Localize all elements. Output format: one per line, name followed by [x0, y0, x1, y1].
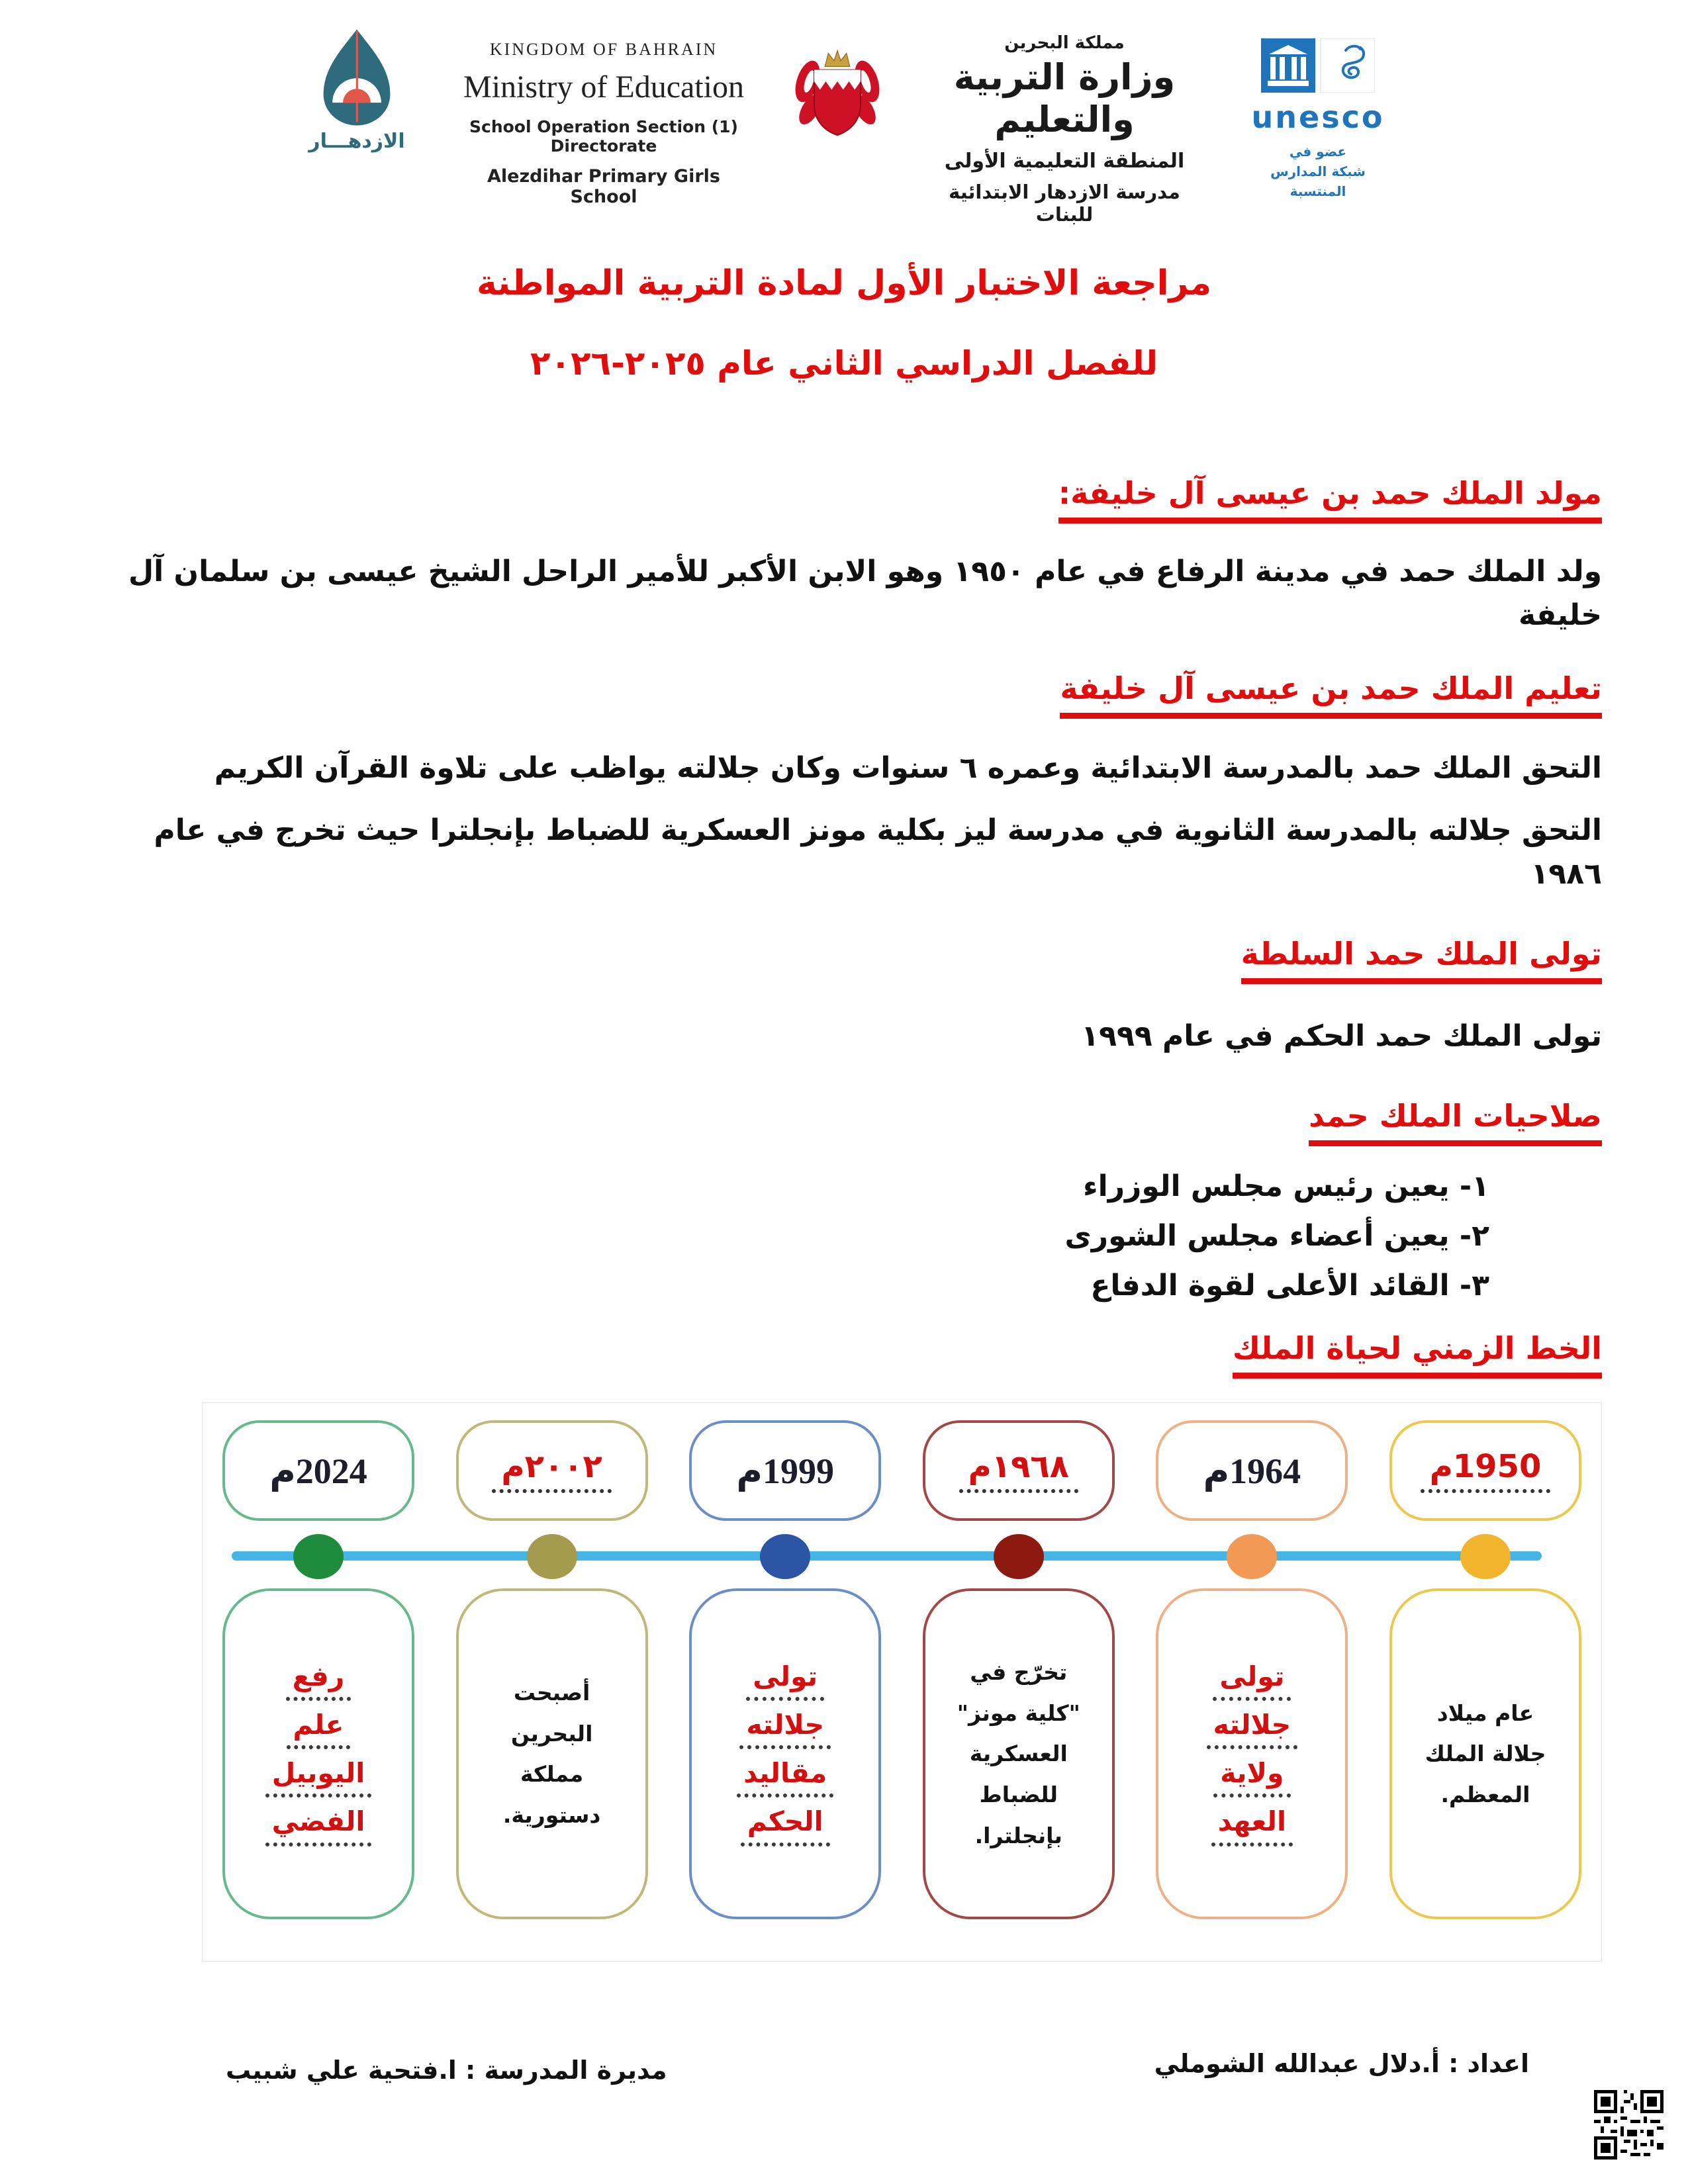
timeline-axis	[222, 1525, 1581, 1586]
ministry-arabic-block	[925, 28, 1203, 226]
school-name-en: Alezdihar Primary Girls School	[487, 166, 720, 207]
timeline-year-box-1950-answer: 1950م	[1389, 1420, 1581, 1521]
accession-paragraph: تولى الملك حمد الحكم في عام ١٩٩٩	[1081, 1019, 1602, 1053]
bahrain-emblem	[788, 28, 887, 154]
timeline-desc-crown-prince-answer: تولى جلالته ولاية العهد	[1156, 1588, 1348, 1919]
unesco-caption: عضو في شبكة المدارس المنتسبة	[1270, 144, 1366, 199]
education-paragraph-2: التحق جلالته بالمدرسة الثانوية في مدرسة ليز بكلية مونز العسكرية للضباط بإنجلترا حيث تخرج في عام ١٩٨٦	[154, 813, 1602, 891]
ministry-line: Ministry of Education	[463, 69, 744, 105]
birth-paragraph: ولد الملك حمد في مدينة الرفاع في عام ١٩٥٠ وهو الابن الأكبر للأمير الراحل الشيخ عيسى بن سلمان آل خليفة	[128, 555, 1602, 632]
timeline-dot-1964	[1227, 1534, 1277, 1579]
kingdom-line: KINGDOM OF BAHRAIN	[489, 40, 718, 59]
powers-list-item-2: ٢- يعين أعضاء مجلس الشورى	[1064, 1218, 1489, 1253]
section-heading-education: تعليم الملك حمد بن عيسى آل خليفة	[1060, 670, 1602, 719]
powers-list-item-3: ٣- القائد الأعلى لقوة الدفاع	[1090, 1268, 1489, 1302]
ministry-text-block	[458, 28, 749, 207]
unesco-wordmark: unesco	[1251, 99, 1385, 135]
timeline-desc-silver-jubilee-answer: رفع علم اليوبيل الفضي	[222, 1588, 414, 1919]
timeline-desc-constitutional-kingdom: أصبحت البحرين مملكة دستورية.	[456, 1588, 648, 1919]
timeline-description-row	[222, 1588, 1581, 1919]
timeline-dot-2024	[293, 1534, 344, 1579]
school-name-ar: مدرسة الازدهار الابتدائية للبنات	[949, 181, 1180, 226]
ministry-line-ar: وزارة التربية والتعليم	[953, 56, 1176, 140]
timeline-year-box-2002-answer: ٢٠٠٢م	[456, 1420, 648, 1521]
district-line-ar: المنطقة التعليمية الأولى	[944, 150, 1185, 173]
timeline-year-box-2024: 2024م	[222, 1420, 414, 1521]
timeline-year-box-1964: 1964م	[1156, 1420, 1348, 1521]
section-heading-birth: مولد الملك حمد بن عيسى آل خليفة:	[1058, 475, 1602, 523]
timeline-year-row	[222, 1420, 1581, 1521]
timeline-panel	[202, 1402, 1602, 1962]
section-heading-accession: تولى الملك حمد السلطة	[1241, 936, 1602, 984]
powers-list-item-1: ١- يعين رئيس مجلس الوزراء	[1083, 1169, 1489, 1203]
document-title	[0, 263, 1688, 383]
bahrain-coat-of-arms-icon	[788, 141, 887, 154]
timeline-dot-1968	[994, 1534, 1044, 1579]
timeline-desc-mons-graduation: تخرّج في "كلية مونز" العسكرية للضباط بإنجلترا.	[923, 1588, 1115, 1919]
qr-code	[1594, 2090, 1664, 2162]
footer-prepared-by: اعداد : أ.دلال عبدالله الشوملي	[1154, 2049, 1529, 2078]
timeline-desc-assumed-rule-answer: تولى جلالته مقاليد الحكم	[689, 1588, 881, 1919]
kingdom-line-ar: مملكة البحرين	[1004, 33, 1125, 53]
unesco-logo	[1242, 28, 1394, 201]
section-heading-powers: صلاحيات الملك حمد	[1309, 1098, 1602, 1146]
timeline-dot-1999	[760, 1534, 810, 1579]
powers-list	[86, 1162, 1489, 1310]
document-body	[86, 463, 1602, 1962]
directorate-line: School Operation Section (1) Directorate	[469, 117, 738, 156]
unesco-emblem-icon	[1261, 38, 1375, 95]
title-line-2: للفصل الدراسي الثاني عام ٢٠٢٥-٢٠٢٦	[530, 344, 1158, 383]
timeline-dot-2002	[527, 1534, 577, 1579]
alezdihar-logo	[294, 28, 420, 153]
footer-principal: مديرة المدرسة : ا.فتحية علي شبيب	[226, 2056, 667, 2085]
timeline-dot-1950	[1460, 1534, 1511, 1579]
education-paragraph-1: التحق الملك حمد بالمدرسة الابتدائية وعمره ٦ سنوات وكان جلالته يواظب على تلاوة القرآن الكريم	[214, 751, 1602, 785]
title-line-1: مراجعة الاختبار الأول لمادة التربية المواطنة	[476, 263, 1212, 303]
timeline-desc-birth-year: عام ميلاد جلالة الملك المعظم.	[1389, 1588, 1581, 1919]
timeline-year-box-1968-answer: ١٩٦٨م	[923, 1420, 1115, 1521]
timeline-year-box-1999: 1999م	[689, 1420, 881, 1521]
alezdihar-drop-icon	[314, 28, 400, 127]
header	[0, 28, 1688, 226]
alezdihar-logo-label: الازدهـــار	[308, 130, 405, 153]
section-heading-timeline: الخط الزمني لحياة الملك	[1233, 1330, 1602, 1379]
